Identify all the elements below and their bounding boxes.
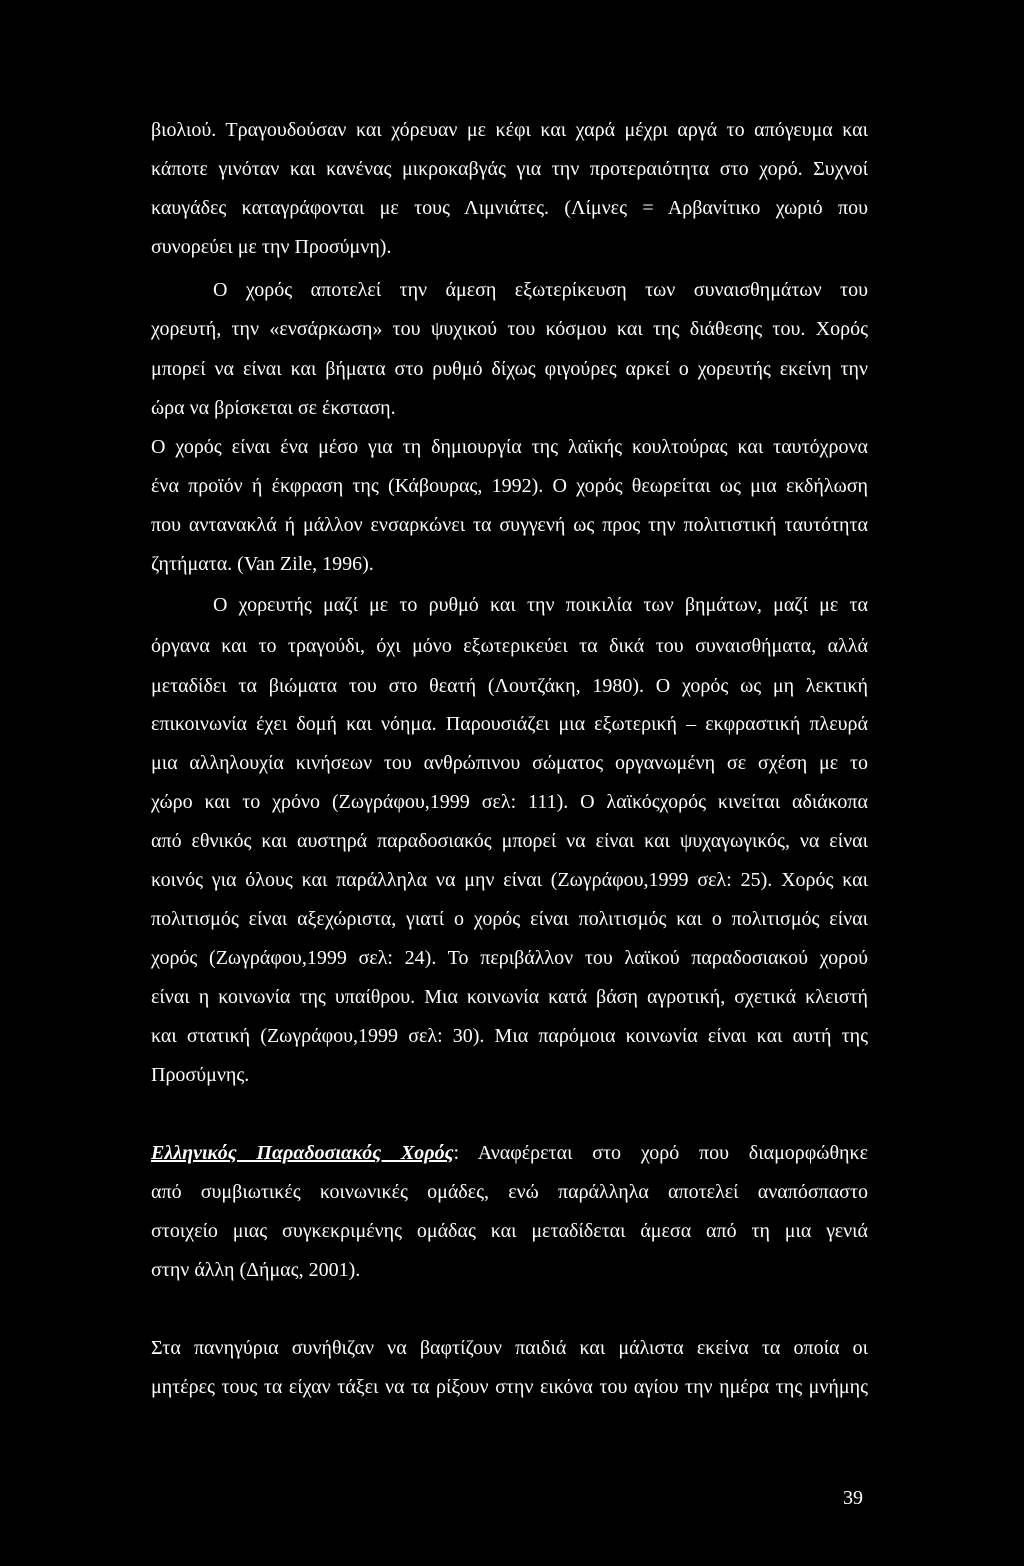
text-line: στην άλλη (Δήμας, 2001). bbox=[151, 1259, 361, 1281]
text-line: είναι η κοινωνία της υπαίθρου. Μια κοινωνία κατά βάση αγροτική, σχετικά κλειστή bbox=[151, 986, 868, 1008]
text-line: στοιχείο μιας συγκεκριμένης ομάδας και μεταδίδεται άμεσα από τη μια γενιά bbox=[151, 1220, 868, 1242]
text-line: κάποτε γινόταν και κανένας μικροκαβγάς για την προτεραιότητα στο χορό. Συχνοί bbox=[151, 158, 868, 180]
text-line: χορός (Ζωγράφου,1999 σελ: 24). Το περιβάλλον του λαϊκού παραδοσιακού χορού bbox=[151, 947, 868, 969]
text-line: μητέρες τους τα είχαν τάξει να τα ρίξουν στην εικόνα του αγίου την ημέρα της μνήμης bbox=[151, 1376, 868, 1398]
text-line: μπορεί να είναι και βήματα στο ρυθμό δίχως φιγούρες αρκεί ο χορευτής εκείνη την bbox=[151, 358, 868, 380]
text-line: κοινός για όλους και παράλληλα να μην είναι (Ζωγράφου,1999 σελ: 25). Χορός και bbox=[151, 869, 868, 891]
text-line: Ο χορός είναι ένα μέσο για τη δημιουργία της λαϊκής κουλτούρας και ταυτόχρονα bbox=[151, 436, 868, 458]
text-line: όργανα και το τραγούδι, όχι μόνο εξωτερικεύει τα δικά του συναισθήματα, αλλά bbox=[151, 635, 868, 657]
text-line: ένα προϊόν ή έκφραση της (Κάβουρας, 1992). Ο χορός θεωρείται ως μια εκδήλωση bbox=[151, 475, 868, 497]
text-line: που αντανακλά ή μάλλον ενσαρκώνει τα συγγενή ως προς την πολιτιστική ταυτότητα bbox=[151, 514, 868, 536]
text-line: Ο χορός αποτελεί την άμεση εξωτερίκευση των συναισθημάτων του bbox=[213, 279, 868, 301]
text-line: από συμβιωτικές κοινωνικές ομάδες, ενώ παράλληλα αποτελεί αναπόσπαστο bbox=[151, 1181, 868, 1203]
definition-first-line bbox=[151, 1141, 868, 1165]
text-line: Ο χορευτής μαζί με το ρυθμό και την ποικιλία των βημάτων, μαζί με τα bbox=[213, 594, 868, 616]
text-line: πολιτισμός είναι αξεχώριστα, γιατί ο χορός είναι πολιτισμός και ο πολιτισμός είναι bbox=[151, 908, 868, 930]
text-line: μεταδίδει τα βιώματα του στο θεατή (Λουτζάκη, 1980). Ο χορός ως μη λεκτική bbox=[151, 675, 868, 697]
text-line: χορευτή, την «ενσάρκωση» του ψυχικού του κόσμου και της διάθεσης του. Χορός bbox=[151, 318, 868, 340]
text-line: ζητήματα. (Van Zile, 1996). bbox=[151, 553, 374, 575]
text-line: καυγάδες καταγράφονται με τους Λιμνιάτες. (Λίμνες = Αρβανίτικο χωριό που bbox=[151, 197, 868, 219]
page-number: 39 bbox=[843, 1487, 863, 1509]
defined-term: Ελληνικός Παραδοσιακός Χορός bbox=[151, 1142, 454, 1164]
text-line: χώρο και το χρόνο (Ζωγράφου,1999 σελ: 111). Ο λαϊκόςχορός κινείται αδιάκοπα bbox=[151, 791, 868, 813]
text-line: ώρα να βρίσκεται σε έκσταση. bbox=[151, 397, 396, 419]
text-line: βιολιού. Τραγουδούσαν και χόρευαν με κέφι και χαρά μέχρι αργά το απόγευμα και bbox=[151, 119, 868, 141]
text-line: και στατική (Ζωγράφου,1999 σελ: 30). Μια παρόμοια κοινωνία είναι και αυτή της bbox=[151, 1025, 868, 1047]
text-line: από εθνικός και αυστηρά παραδοσιακός μπορεί να είναι και ψυχαγωγικός, να είναι bbox=[151, 830, 868, 852]
text-line: Στα πανηγύρια συνήθιζαν να βαφτίζουν παιδιά και μάλιστα εκείνα τα οποία οι bbox=[151, 1337, 868, 1359]
text-line: συνορεύει με την Προσύμνη). bbox=[151, 236, 392, 258]
definition-text: Αναφέρεται στο χορό που διαμορφώθηκε bbox=[459, 1142, 868, 1164]
text-line: επικοινωνία έχει δομή και νόημα. Παρουσιάζει μια εξωτερική – εκφραστική πλευρά bbox=[151, 713, 868, 735]
text-line: μια αλληλουχία κινήσεων του ανθρώπινου σώματος οργανωμένη σε σχέση με το bbox=[151, 752, 868, 774]
term-colon: : bbox=[453, 1142, 460, 1164]
text-line: Προσύμνης. bbox=[151, 1064, 250, 1086]
